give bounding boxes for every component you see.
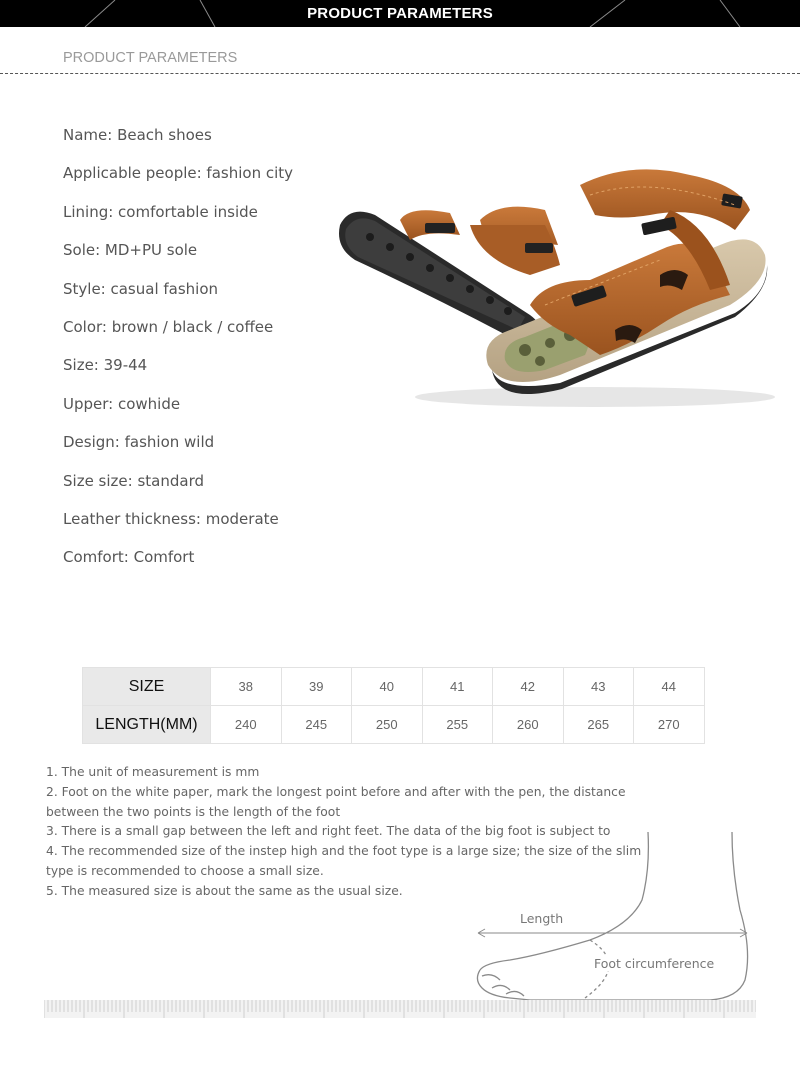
param-color: Color: brown / black / coffee (63, 317, 274, 336)
param-size: Size: 39-44 (63, 356, 148, 375)
param-leather-thickness: Leather thickness: moderate (63, 509, 279, 528)
length-cell: 260 (493, 706, 564, 744)
measurement-notes (46, 763, 656, 902)
size-cell: 43 (563, 668, 634, 706)
note-item: 1. The unit of measurement is mm (46, 765, 260, 779)
param-design: Design: fashion wild (63, 433, 215, 452)
note-item: 5. The measured size is about the same as the usual size. (46, 883, 403, 898)
sandal-product-image (330, 165, 780, 410)
size-table (82, 667, 705, 744)
top-banner (0, 0, 800, 27)
size-cell: 39 (281, 668, 352, 706)
banner-title: PRODUCT PARAMETERS (307, 5, 493, 22)
size-cell: 44 (634, 668, 705, 706)
param-size-size: Size size: standard (63, 471, 204, 490)
foot-circumference-label: Foot circumference (594, 956, 715, 971)
length-cell: 265 (563, 706, 634, 744)
length-cell: 245 (281, 706, 352, 744)
param-lining: Lining: comfortable inside (63, 202, 258, 221)
length-cell: 255 (422, 706, 493, 744)
note-item: 2. Foot on the white paper, mark the longest point before and after with the pen, the distance between the two points is the length of the foot (46, 784, 626, 819)
length-cell: 270 (634, 706, 705, 744)
ruler (44, 998, 756, 1020)
size-cell: 38 (211, 668, 282, 706)
dashed-divider (0, 73, 800, 74)
foot-length-label: Length (520, 911, 564, 926)
note-item: 3. There is a small gap between the left and right feet. The data of the big foot is subject to (46, 824, 611, 839)
size-cell: 41 (422, 668, 493, 706)
note-item: 4. The recommended size of the instep high and the foot type is a large size; the size of the slim type is recommended to choose a small size. (46, 844, 642, 878)
length-header: LENGTH(MM) (83, 706, 211, 744)
param-name: Name: Beach shoes (63, 126, 212, 144)
param-applicable-people: Applicable people: fashion city (63, 164, 294, 183)
parameter-list (63, 125, 293, 586)
size-cell: 42 (493, 668, 564, 706)
param-comfort: Comfort: Comfort (63, 548, 195, 567)
section-heading: PRODUCT PARAMETERS (63, 50, 238, 66)
param-style: Style: casual fashion (63, 279, 219, 298)
param-upper: Upper: cowhide (63, 394, 181, 413)
length-cell: 250 (352, 706, 423, 744)
param-sole: Sole: MD+PU sole (63, 241, 198, 260)
size-header: SIZE (83, 668, 211, 706)
length-cell: 240 (211, 706, 282, 744)
length-row (83, 706, 705, 744)
size-cell: 40 (352, 668, 423, 706)
size-row (83, 668, 705, 706)
